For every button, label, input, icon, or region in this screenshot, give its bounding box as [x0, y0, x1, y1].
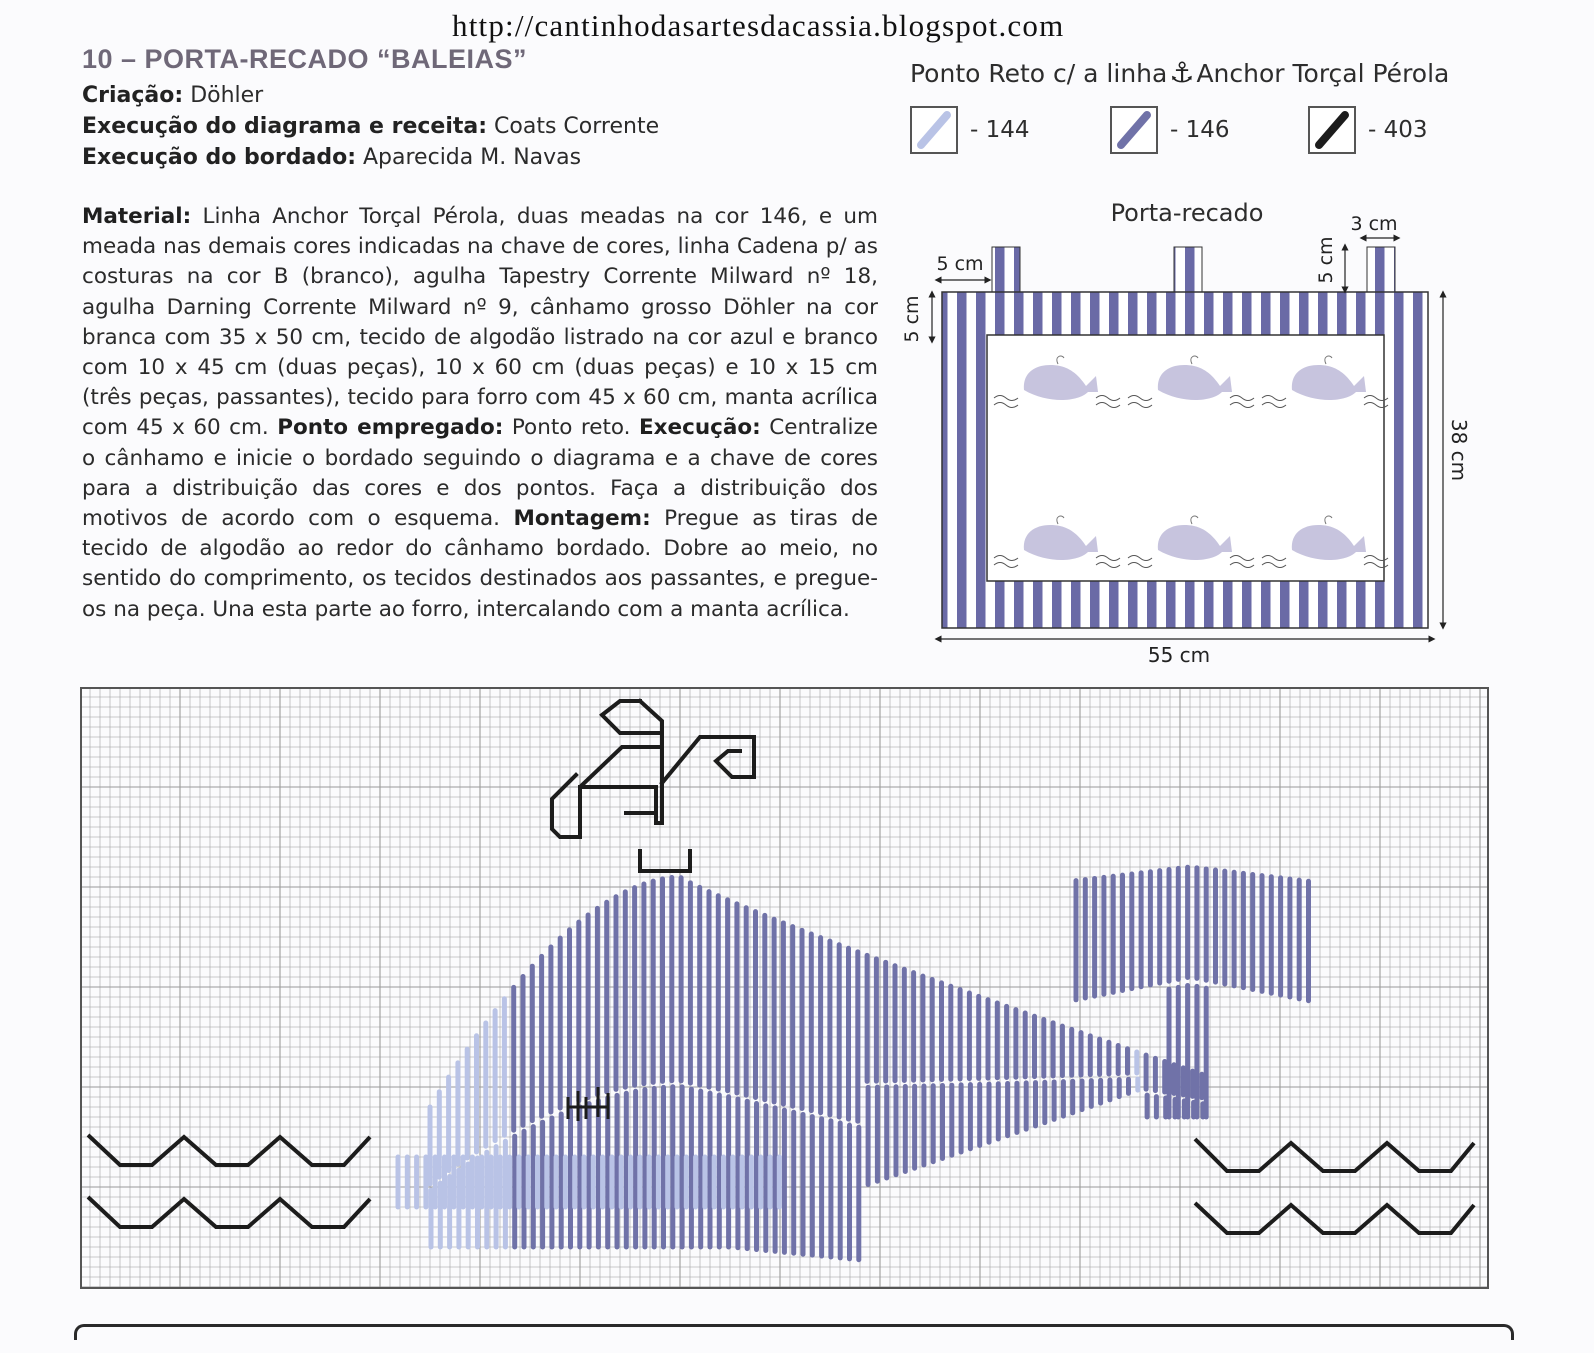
spout-outline [552, 701, 754, 871]
swatch-144 [910, 106, 958, 154]
credit-bordado [82, 142, 659, 173]
dim-tab-width: 3 cm [1350, 213, 1398, 235]
credits-block [82, 80, 659, 173]
credit-diagrama-label: Execução do diagrama e receita: [82, 114, 488, 139]
credit-diagrama-value: Coats Corrente [494, 114, 660, 139]
source-url[interactable]: http://cantinhodasartesdacassia.blogspot.com [452, 8, 1065, 43]
tab-center [1174, 247, 1202, 292]
ponto-label: Ponto empregado: [277, 415, 504, 441]
tab-right [1367, 247, 1395, 292]
anchor-icon: ⚓ [1169, 56, 1195, 89]
layout-diagram [900, 190, 1500, 670]
credit-criacao [82, 80, 659, 111]
credit-bordado-value: Aparecida M. Navas [363, 145, 582, 170]
ponto-text: Ponto reto. [511, 415, 631, 441]
credit-diagrama [82, 111, 659, 142]
execucao-label: Execução: [638, 415, 761, 441]
material-label: Material: [82, 204, 192, 229]
color-key-label: - 144 [970, 117, 1030, 143]
color-key-item [1308, 106, 1428, 154]
credit-criacao-value: Döhler [190, 83, 264, 108]
dim-height: 38 cm [1447, 418, 1471, 482]
chart-stitches [398, 867, 1309, 1259]
color-key-heading-before: Ponto Reto c/ a linha [910, 59, 1168, 88]
bottom-divider [74, 1324, 1514, 1340]
color-key-label: - 146 [1170, 117, 1230, 143]
montagem-label: Montagem: [513, 506, 651, 532]
swatch-146 [1110, 106, 1158, 154]
credit-criacao-label: Criação: [82, 83, 184, 108]
pattern-chart [80, 687, 1510, 1307]
credit-bordado-label: Execução do bordado: [82, 145, 356, 170]
color-key-label: - 403 [1368, 117, 1428, 143]
dim-border: 5 cm [901, 295, 923, 343]
color-key-item [910, 106, 1030, 154]
color-key-item [1110, 106, 1230, 154]
page-title: 10 – PORTA-RECADO “BALEIAS” [82, 44, 528, 74]
dim-tab-gap: 5 cm [936, 253, 984, 275]
dim-tab-height: 5 cm [1315, 236, 1337, 284]
color-key-heading-after: Anchor Torçal Pérola [1196, 59, 1450, 88]
swatch-403 [1308, 106, 1356, 154]
execucao-text: Centralize o cânhamo e inicie o bordado seguindo o diagrama e a chave de cores para a distribuição das cores e dos pontos. Faça a distribuição dos motivos de acordo com o esquema. [82, 415, 878, 532]
layout-title: Porta-recado [1110, 199, 1264, 227]
color-key-heading [910, 56, 1449, 89]
montagem-text: Pregue as tiras de tecido de algodão ao redor do cânhamo bordado. Dobre ao meio, no sentido do comprimento, os tecidos destinados aos passantes, e pregue-os na peça. Una esta parte ao forro, intercalando com a manta acrílica. [82, 506, 878, 622]
material-text: Linha Anchor Torçal Pérola, duas meadas na cor 146, e um meada nas demais cores indicadas na chave de cores, linha Cadena p/ as costuras na cor B (branco), agulha Tapestry Corrente Milward nº 18, agulha Darning Corrente Milward nº 9, cânhamo grosso Döhler na cor branca com 35 x 50 cm, tecido de algodão listrado na cor azul e branco com 10 x 45 cm (duas peças), 10 x 60 cm (duas peças) e 10 x 15 cm (três peças, passantes), tecido para forro com 45 x 60 cm, manta acrílica com 45 x 60 cm. [82, 204, 878, 441]
dim-width: 55 cm [1147, 643, 1211, 667]
tab-left [992, 247, 1020, 292]
instructions-text [82, 202, 878, 625]
